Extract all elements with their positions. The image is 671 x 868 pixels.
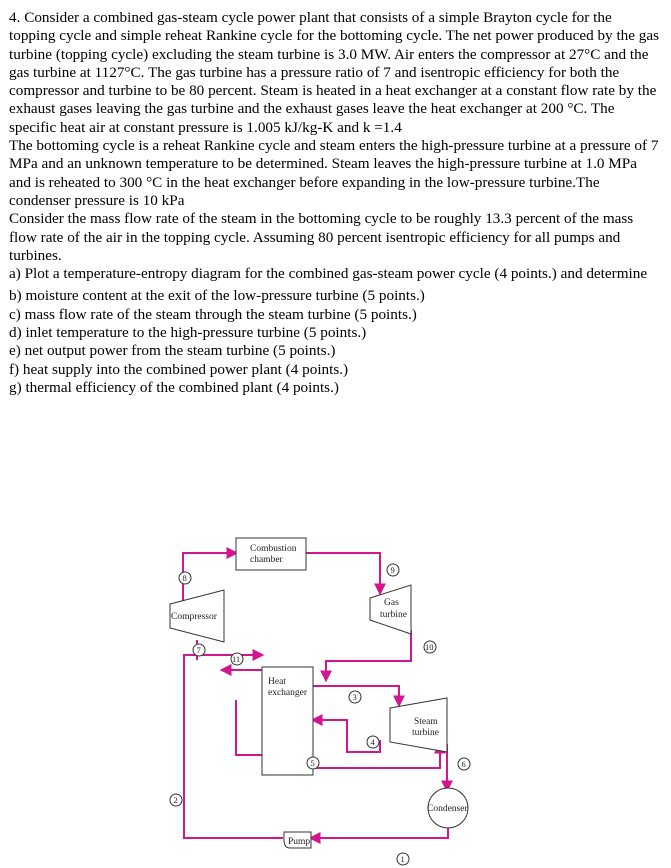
part-f: f) heat supply into the combined power plant (4 points.)	[9, 360, 349, 378]
gas-turbine-label-2: turbine	[380, 610, 407, 620]
condenser-label: Condenser	[427, 804, 468, 814]
hx-label-2: exchanger	[268, 688, 308, 698]
pipe-1	[311, 826, 448, 838]
state-11	[231, 653, 243, 665]
state-5	[307, 757, 319, 769]
condenser	[427, 788, 468, 828]
problem-bottoming: The bottoming cycle is a reheat Rankine cycle and steam enters the high-pressure turbine at a pressure of 7 MPa and an unknown temperature to be determined. Steam leaves the high-pressure turbine at 1.0 MPa and is reheated to 300 °C in the heat exchanger before expanding in the low-pressure turbine.The condenser pressure is 10 kPa	[9, 137, 659, 209]
combustion-chamber	[236, 538, 306, 570]
svg-text:3: 3	[352, 692, 357, 702]
svg-text:8: 8	[182, 573, 187, 583]
compressor	[170, 590, 224, 642]
plant-schematic	[0, 520, 671, 868]
pipe-9	[306, 553, 380, 593]
state-8	[179, 572, 191, 584]
pump	[284, 832, 311, 848]
part-d: d) inlet temperature to the high-pressure turbine (5 points.)	[9, 324, 367, 342]
steam-turbine	[390, 698, 447, 752]
steam-turbine-label-2: turbine	[412, 728, 439, 738]
part-e: e) net output power from the steam turbine (5 points.)	[9, 342, 336, 360]
gas-turbine-label-1: Gas	[384, 598, 399, 608]
state-7	[193, 644, 205, 656]
part-g: g) thermal efficiency of the combined plant (4 points.)	[9, 378, 339, 396]
svg-text:9: 9	[390, 565, 395, 575]
steam-turbine-label-1: Steam	[414, 717, 438, 727]
problem-text	[9, 9, 661, 397]
pump-label: Pump	[288, 837, 311, 847]
state-6	[458, 758, 470, 770]
combustion-label-1: Combustion	[250, 544, 297, 554]
pipe-loop	[236, 700, 262, 755]
svg-text:4: 4	[370, 737, 375, 747]
state-10	[424, 641, 436, 653]
svg-text:5: 5	[310, 758, 315, 768]
problem-intro: 4. Consider a combined gas-steam cycle power plant that consists of a simple Brayton cycle for the topping cycle and simple reheat Rankine cycle for the bottoming cycle. The net power produced by the gas turbine (topping cycle) excluding the steam turbine is 3.0 MW. Air enters the compressor at 27°C and the gas turbine at 1127°C. The gas turbine has a pressure ratio of 7 and isentropic efficiency for both the compressor and turbine to be 80 percent. Steam is heated in a heat exchanger at a constant flow rate by the exhaust gases leaving the gas turbine and the exhaust gases leave the heat exchanger at 200 °C. The specific heat air at constant pressure is 1.005 kJ/kg-K and k =1.4	[9, 9, 660, 136]
svg-text:11: 11	[232, 654, 241, 664]
compressor-label: Compressor	[171, 612, 217, 622]
state-2	[170, 794, 182, 806]
svg-text:7: 7	[196, 645, 201, 655]
gas-turbine	[370, 585, 411, 634]
problem-mass-flow: Consider the mass flow rate of the steam in the bottoming cycle to be roughly 13.3 percent of the mass flow rate of the air in the topping cycle. Assuming 80 percent isentropic efficiency for all pumps and turbines.	[9, 210, 634, 264]
pipe-10	[326, 630, 411, 680]
heat-exchanger	[262, 667, 313, 775]
part-b: b) moisture content at the exit of the low-pressure turbine (5 points.)	[9, 287, 425, 305]
state-1	[397, 853, 409, 865]
state-4	[367, 736, 379, 748]
part-c: c) mass flow rate of the steam through the steam turbine (5 points.)	[9, 305, 417, 323]
svg-text:10: 10	[425, 642, 434, 652]
state-3	[349, 691, 361, 703]
state-9	[387, 564, 399, 576]
svg-text:2: 2	[173, 795, 178, 805]
combustion-label-2: chamber	[250, 555, 283, 565]
svg-text:1: 1	[400, 854, 405, 864]
hx-label-1: Heat	[268, 677, 286, 687]
part-a: a) Plot a temperature-entropy diagram for the combined gas-steam power cycle (4 points.) and determine	[9, 265, 648, 283]
svg-text:6: 6	[461, 759, 466, 769]
